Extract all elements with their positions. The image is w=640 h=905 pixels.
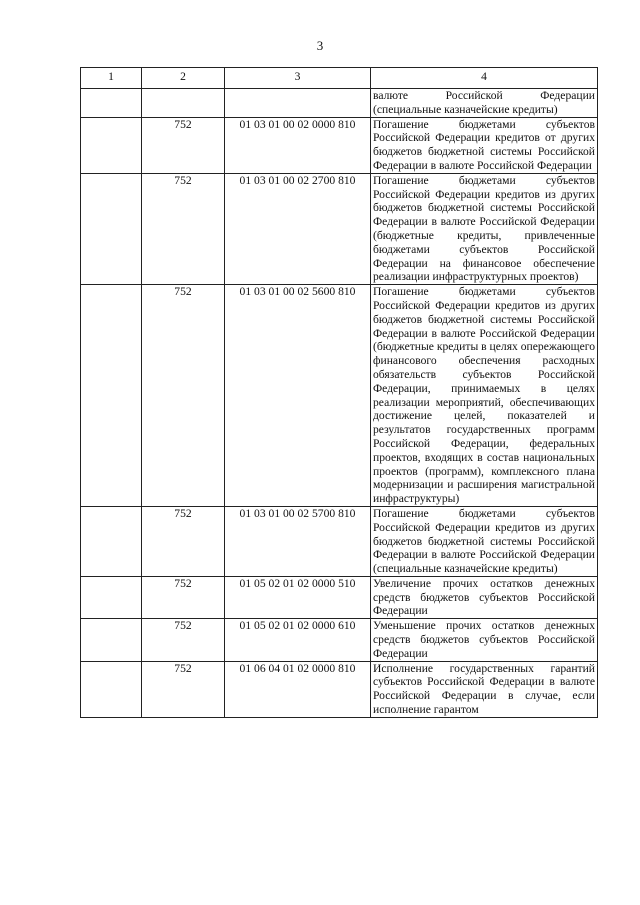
row-index-cell <box>81 506 142 576</box>
description-cell: Уменьшение прочих остатков денежных средств бюджетов субъектов Российской Федерации <box>371 619 598 661</box>
admin-code-cell: 752 <box>142 661 225 717</box>
table-row <box>81 506 598 576</box>
table-row <box>81 661 598 717</box>
row-index-cell <box>81 117 142 173</box>
admin-code-cell: 752 <box>142 173 225 284</box>
budget-code-cell <box>225 89 371 118</box>
column-header-3: 3 <box>225 68 371 89</box>
admin-code-cell: 752 <box>142 619 225 661</box>
description-cell: Погашение бюджетами субъектов Российской Федерации кредитов из других бюджетов бюджетной системы Российской Федерации в валюте Российской Федерации (бюджетные кредиты в целях опережающего финансового обеспечения расходных обязательств субъектов Российской Федерации, принимаемых в целях реализации мероприятий, обеспечивающих достижение целей, показателей и результатов государственных программ Российской Федерации, федеральных проектов, входящих в состав национальных проектов (программ), комплексного плана модернизации и расширения магистральной инфраструктуры) <box>371 285 598 507</box>
description-cell: Погашение бюджетами субъектов Российской Федерации кредитов из других бюджетов бюджетной системы Российской Федерации в валюте Российской Федерации (бюджетные кредиты, привлеченные бюджетами субъектов Российской Федерации на финансовое обеспечение реализации инфраструктурных проектов) <box>371 173 598 284</box>
budget-code-cell: 01 03 01 00 02 5700 810 <box>225 506 371 576</box>
budget-code-cell: 01 03 01 00 02 5600 810 <box>225 285 371 507</box>
budget-codes-table <box>80 67 598 718</box>
row-index-cell <box>81 89 142 118</box>
row-index-cell <box>81 576 142 618</box>
description-text: Исполнение государственных гарантий субъектов Российской Федерации в валюте Российской Федерации в случае, если исполнение гарантом <box>373 661 595 717</box>
table-row <box>81 173 598 284</box>
column-header-2: 2 <box>142 68 225 89</box>
table-row <box>81 619 598 661</box>
description-cell: валюте Российской Федерации (специальные казначейские кредиты) <box>371 89 598 118</box>
row-index-cell <box>81 173 142 284</box>
table-row <box>81 117 598 173</box>
budget-code-cell: 01 05 02 01 02 0000 610 <box>225 619 371 661</box>
budget-code-cell: 01 05 02 01 02 0000 510 <box>225 576 371 618</box>
admin-code-cell: 752 <box>142 117 225 173</box>
budget-code-cell: 01 03 01 00 02 2700 810 <box>225 173 371 284</box>
column-header-1: 1 <box>81 68 142 89</box>
table-header-row <box>81 68 598 89</box>
table-row <box>81 576 598 618</box>
row-index-cell <box>81 285 142 507</box>
table-row <box>81 285 598 507</box>
description-cell: Погашение бюджетами субъектов Российской Федерации кредитов из других бюджетов бюджетной системы Российской Федерации в валюте Российской Федерации (специальные казначейские кредиты) <box>371 506 598 576</box>
page-number: 3 <box>316 38 324 53</box>
admin-code-cell <box>142 89 225 118</box>
column-header-4: 4 <box>371 68 598 89</box>
admin-code-cell: 752 <box>142 576 225 618</box>
description-cell: Увеличение прочих остатков денежных средств бюджетов субъектов Российской Федерации <box>371 576 598 618</box>
admin-code-cell: 752 <box>142 285 225 507</box>
description-cell <box>371 661 598 717</box>
row-index-cell <box>81 619 142 661</box>
row-index-cell <box>81 661 142 717</box>
budget-code-cell: 01 06 04 01 02 0000 810 <box>225 661 371 717</box>
admin-code-cell: 752 <box>142 506 225 576</box>
description-cell: Погашение бюджетами субъектов Российской Федерации кредитов от других бюджетов бюджетной системы Российской Федерации в валюте Российской Федерации <box>371 117 598 173</box>
table-row <box>81 89 598 118</box>
budget-code-cell: 01 03 01 00 02 0000 810 <box>225 117 371 173</box>
